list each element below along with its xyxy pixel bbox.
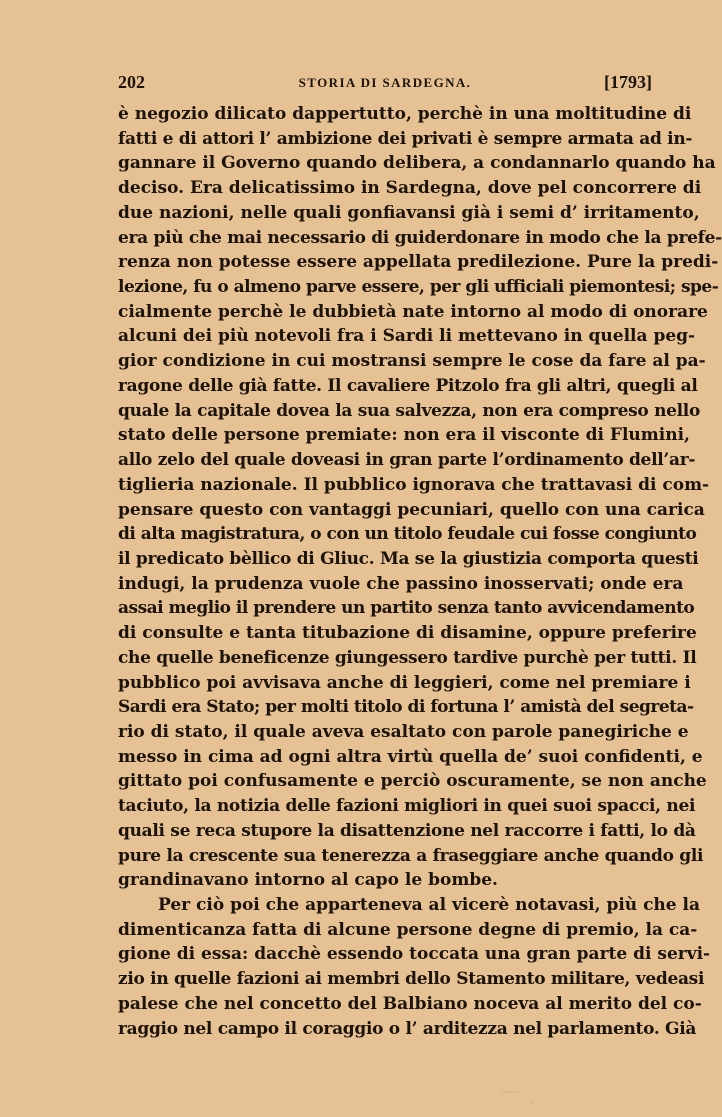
text-line: pensare questo con vantaggi pecuniari, quello con una carica: [118, 499, 705, 520]
text-line: raggio nel campo il coraggio o l’ arditezza nel parlamento. Già: [118, 1018, 697, 1039]
text-line: gittato poi confusamente e perciò oscuramente, se non anche: [118, 771, 707, 792]
body-text: [118, 102, 722, 1041]
text-line: ragone delle già fatte. Il cavaliere Pitzolo fra gli altri, quegli al: [118, 375, 698, 396]
text-line: il predicato bèllico di Gliuc. Ma se la giustizia comporta questi: [118, 548, 699, 569]
text-line: Sardi era Stato; per molti titolo di fortuna l’ amistà del segreta-: [118, 697, 694, 718]
text-line: gannare il Governo quando delibera, a condannarlo quando ha: [118, 153, 716, 174]
text-line: pubblico poi avvisava anche di leggieri, come nel premiare i: [118, 672, 691, 693]
text-line: che quelle beneficenze giungessero tardive purchè per tutti. Il: [118, 647, 697, 668]
text-line: di consulte e tanta titubazione di disamine, oppure preferire: [118, 623, 697, 644]
text-line: fatti e di attori l’ ambizione dei privati è sempre armata ad in-: [118, 128, 693, 149]
book-title: STORIA DI SARDEGNA.: [298, 75, 472, 90]
text-line: deciso. Era delicatissimo in Sardegna, dove pel concorrere di: [118, 178, 702, 199]
text-line: gior condizione in cui mostransi sempre le cose da fare al pa-: [118, 351, 706, 372]
text-line: assai meglio il prendere un partito senza tanto avvicendamento: [118, 598, 695, 619]
text-line: taciuto, la notizia delle fazioni migliori in quei suoi spacci, nei: [118, 796, 696, 817]
text-line: cialmente perchè le dubbietà nate intorno al modo di onorare: [118, 301, 708, 322]
text-line: tiglieria nazionale. Il pubblico ignorava che trattavasi di com-: [118, 474, 710, 495]
running-head: [118, 72, 652, 96]
text-line: è negozio dilicato dappertutto, perchè in una moltitudine di: [118, 104, 692, 124]
text-line: palese che nel concetto del Balbiano noceva al merito del co-: [118, 993, 702, 1014]
text-line: alcuni dei più notevoli fra i Sardi li mettevano in quella peg-: [118, 326, 696, 347]
text-line: indugi, la prudenza vuole che passino inosservati; onde era: [118, 573, 684, 594]
scan-watermark: ⌒ ·: [500, 1091, 536, 1116]
text-line: stato delle persone premiate: non era il visconte di Flumini,: [118, 425, 690, 446]
text-line: di alta magistratura, o con un titolo feudale cui fosse congiunto: [118, 524, 697, 545]
text-line: due nazioni, nelle quali gonfiavansi già i semi d’ irritamento,: [118, 202, 700, 223]
page-number: 202: [118, 72, 145, 92]
text-line: renza non potesse essere appellata predilezione. Pure la predi-: [118, 252, 719, 273]
text-line: rio di stato, il quale aveva esaltato con parole panegiriche e: [118, 721, 689, 742]
text-line: grandinavano intorno al capo le bombe.: [118, 870, 498, 891]
text-line: allo zelo del quale doveasi in gran parte l’ordinamento dell’ar-: [118, 450, 696, 471]
text-line: messo in cima ad ogni altra virtù quella de’ suoi confidenti, e: [118, 746, 703, 767]
text-line: zio in quelle fazioni ai membri dello Stamento militare, vedeasi: [118, 969, 705, 990]
text-line: dimenticanza fatta di alcune persone degne di premio, la ca-: [118, 919, 698, 940]
text-line: quale la capitale dovea la sua salvezza, non era compreso nello: [118, 400, 701, 421]
year-marker: [1793]: [604, 72, 652, 92]
text-line: era più che mai necessario di guiderdonare in modo che la prefe-: [118, 227, 722, 248]
text-line: pure la crescente sua tenerezza a fraseggiare anche quando gli: [118, 845, 704, 866]
text-line: quali se reca stupore la disattenzione nel raccorre i fatti, lo dà: [118, 820, 696, 841]
text-line: lezione, fu o almeno parve essere, per gli ufficiali piemontesi; spe-: [118, 277, 719, 298]
text-line: gione di essa: dacchè essendo toccata una gran parte di servi-: [118, 944, 711, 965]
paragraph-first-line: Per ciò poi che apparteneva al vicerè notavasi, più che la: [158, 895, 700, 915]
